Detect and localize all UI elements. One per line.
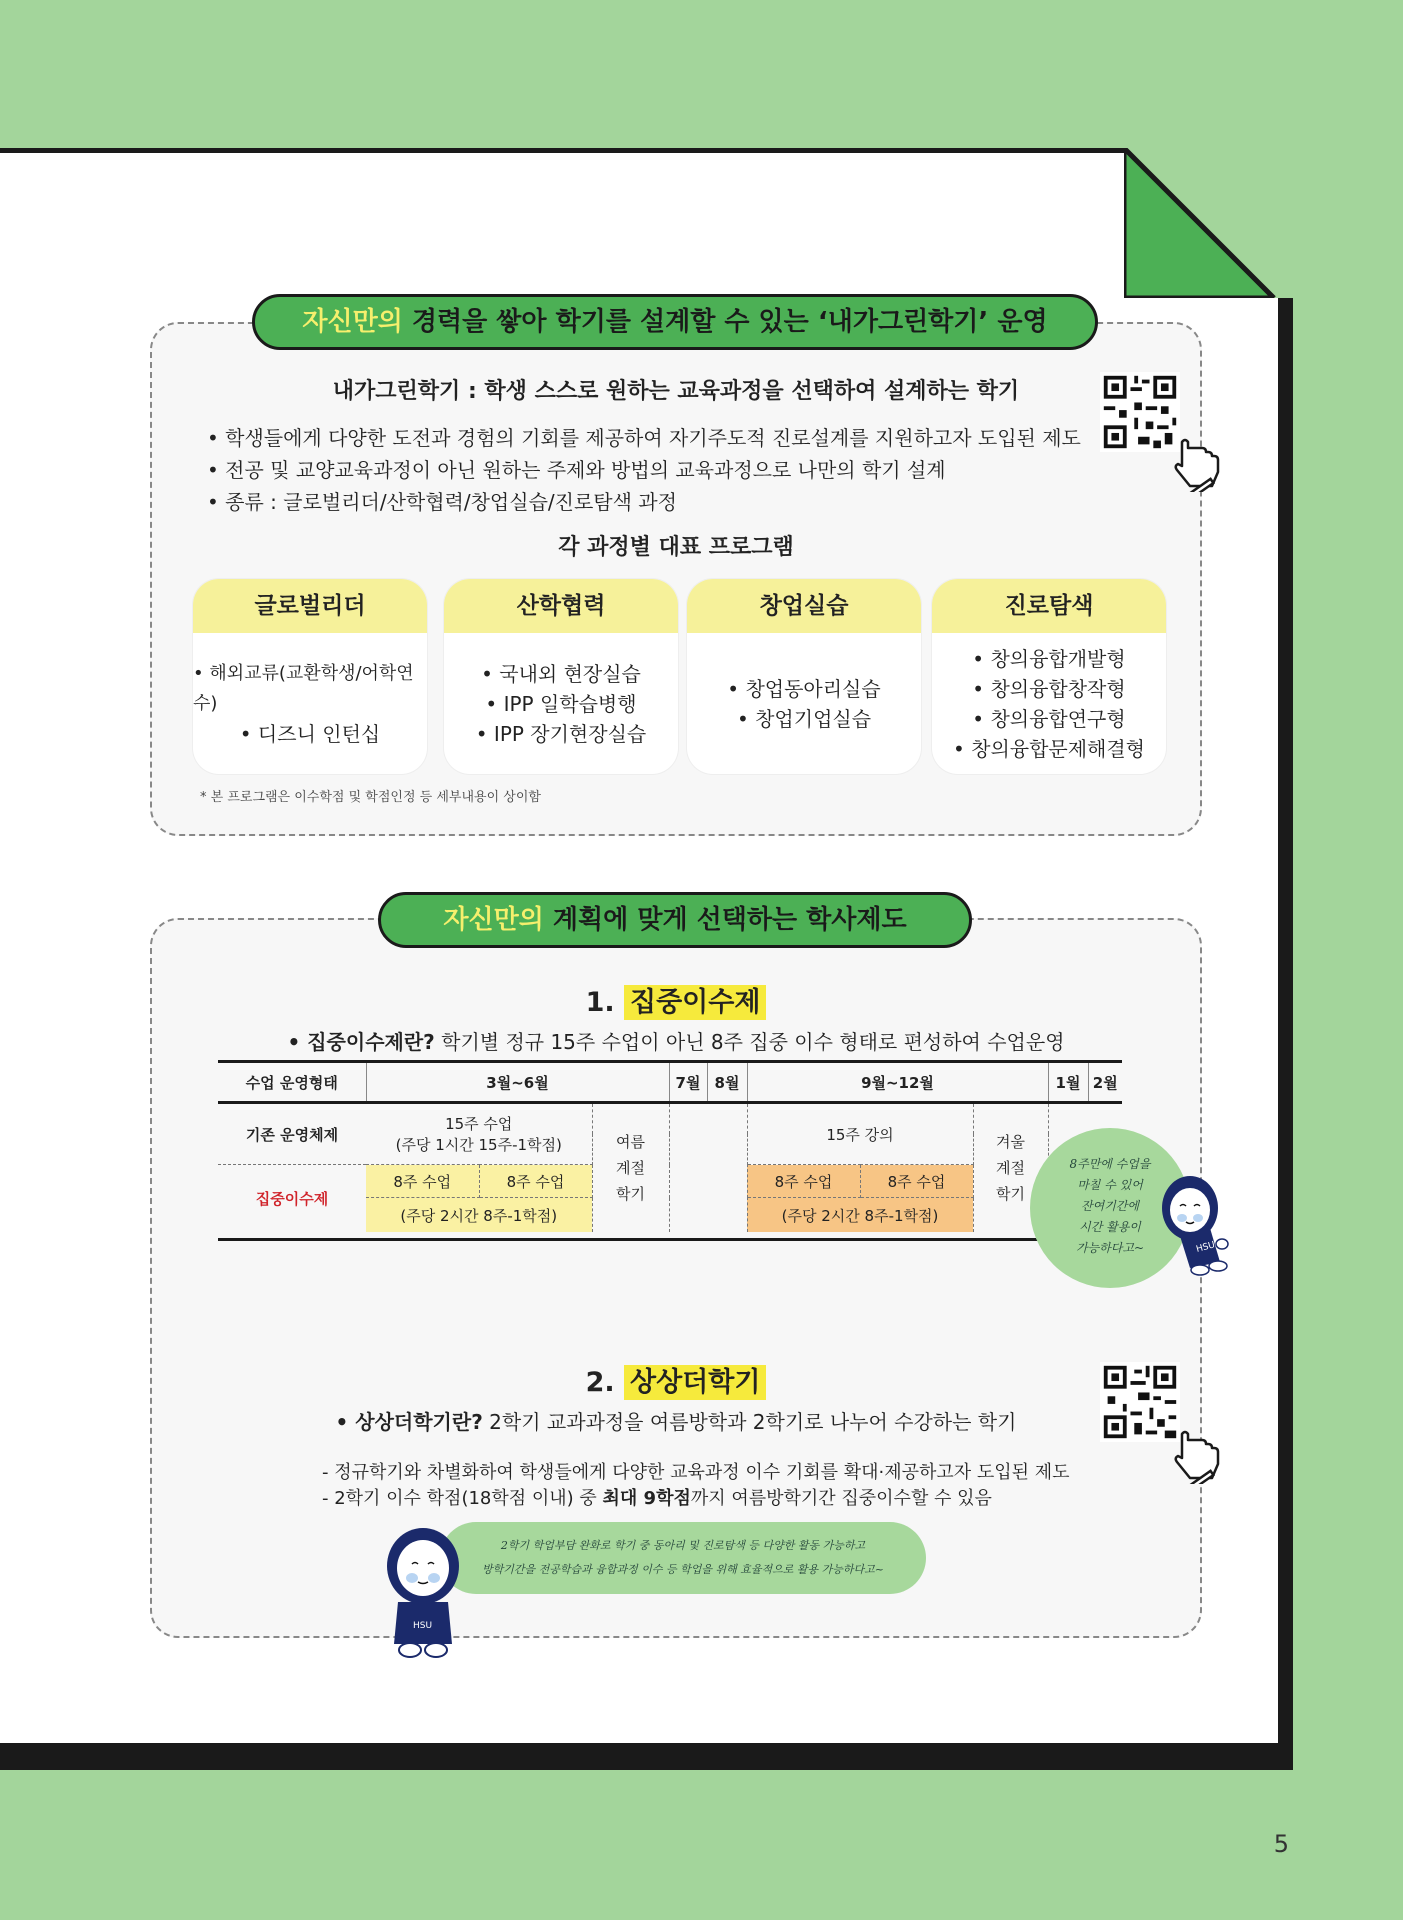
row-label: 기존 운영체제 <box>218 1103 366 1165</box>
definition-title: 내가그린학기 : 학생 스스로 원하는 교육과정을 선택하여 설계하는 학기 <box>332 379 1020 404</box>
card-item: • 창의융합창작형 <box>972 676 1126 701</box>
part2-title <box>152 1360 1200 1399</box>
card-item: • 국내외 현장실습 <box>481 661 641 686</box>
svg-text:HSU: HSU <box>413 1621 433 1631</box>
card-title: 글로벌리더 <box>193 579 427 633</box>
footnote: * 본 프로그램은 이수학점 및 학점인정 등 세부내용이 상이함 <box>200 790 541 805</box>
folded-corner-icon <box>1124 148 1294 298</box>
page-number: 5 <box>1273 1830 1289 1858</box>
bullet-item: • 학생들에게 다양한 도전과 경험의 기회를 제공하여 자기주도적 진로설계를 지원하고자 도입된 제도 <box>207 426 1081 450</box>
cell-fall-8week-b: 8주 수업 <box>860 1165 973 1198</box>
bubble-text: 8주만에 수업을 마칠 수 있어 잔여기간에 시간 활용이 가능하다고~ <box>1069 1157 1151 1255</box>
card-item: • IPP 장기현장실습 <box>475 721 647 746</box>
bubble-text: 2학기 학업부담 완화로 학기 중 동아리 및 진로탐색 등 다양한 활동 가능하고 방학기간을 전공학습과 융합과정 이수 등 학업을 위해 효율적으로 활용 가능하다고~ <box>482 1539 884 1576</box>
title-text: 계획에 맞게 선택하는 학사제도 <box>543 905 907 935</box>
section2-title-pill <box>378 892 972 948</box>
cell-august-empty <box>669 1103 747 1233</box>
qr-code-icon[interactable] <box>1100 372 1180 452</box>
card-item: • 창의융합개발형 <box>972 646 1126 671</box>
bullet-list <box>207 422 1081 518</box>
cell-fall-8week-note: (주당 2시간 8주-1학점) <box>747 1198 973 1233</box>
qr-code-icon[interactable] <box>1100 1362 1180 1442</box>
part1-definition <box>152 1026 1200 1055</box>
card-body <box>193 633 427 774</box>
card-body <box>444 633 678 774</box>
cell-8week-a: 8주 수업 <box>366 1165 479 1198</box>
card-item: • IPP 일학습병행 <box>485 691 637 716</box>
row-label-intensive: 집중이수제 <box>255 1190 329 1208</box>
program-card-startup <box>687 579 921 774</box>
pointing-hand-icon <box>1172 436 1228 492</box>
card-body <box>932 633 1166 774</box>
answer: 2학기 교과과정을 여름방학과 2학기로 나누어 수강하는 학기 <box>482 1410 1017 1434</box>
programs-title: 각 과정별 대표 프로그램 <box>558 535 794 560</box>
header-cell: 8월 <box>707 1062 747 1103</box>
winter-line: 겨울 <box>996 1133 1025 1151</box>
part2-details <box>322 1460 1070 1512</box>
card-item: • 창업동아리실습 <box>727 676 881 701</box>
program-card-global <box>193 579 427 774</box>
header-cell: 7월 <box>669 1062 707 1103</box>
card-item: • 디즈니 인턴십 <box>239 721 381 746</box>
summer-line: 학기 <box>616 1185 645 1203</box>
schedule-table <box>218 1060 1122 1241</box>
section1-title-pill <box>252 294 1098 350</box>
winter-line: 계절 <box>996 1159 1025 1177</box>
card-item: • 해외교류(교환학생/어학연수) <box>193 662 414 714</box>
card-title: 산학협력 <box>444 579 678 633</box>
cell-spring-15: 15주 수업 <box>366 1103 592 1135</box>
header-cell: 9월~12월 <box>747 1062 1048 1103</box>
detail-line: - 2학기 이수 학점(18학점 이내) 중 최대 9학점까지 여름방학기간 집중이수할 수 있음 <box>322 1488 992 1509</box>
part2-name: 상상더학기 <box>624 1365 766 1400</box>
svg-text:HSU: HSU <box>1195 1240 1217 1255</box>
cell-spring-note: (주당 1시간 15주-1학점) <box>366 1134 592 1165</box>
question: • 집중이수제란? <box>287 1030 435 1054</box>
part2-number: 2. <box>585 1367 615 1398</box>
cell-8week-b: 8주 수업 <box>479 1165 592 1198</box>
card-title: 창업실습 <box>687 579 921 633</box>
answer: 학기별 정규 15주 수업이 아닌 8주 집중 이수 형태로 편성하여 수업운영 <box>434 1030 1065 1054</box>
mascot-icon <box>1150 1166 1240 1276</box>
card-item: • 창의융합연구형 <box>972 706 1126 731</box>
card-body <box>687 633 921 774</box>
cell-fall-15: 15주 강의 <box>747 1103 973 1165</box>
detail-line: - 정규학기와 차별화하여 학생들에게 다양한 교육과정 이수 기회를 확대·제공하고자 도입된 제도 <box>322 1462 1070 1483</box>
table-bottom-rule <box>218 1232 1122 1240</box>
card-item: • 창의융합문제해결형 <box>952 736 1146 761</box>
title-highlight: 자신만의 <box>302 307 403 337</box>
title-highlight: 자신만의 <box>443 905 544 935</box>
cell-8week-note: (주당 2시간 8주-1학점) <box>366 1198 592 1233</box>
summer-line: 여름 <box>616 1133 645 1151</box>
winter-line: 학기 <box>996 1185 1025 1203</box>
bullet-item: • 종류 : 글로벌리더/산학협력/창업실습/진로탐색 과정 <box>207 490 677 514</box>
card-item: • 창업기업실습 <box>736 706 872 731</box>
question: • 상상더학기란? <box>335 1410 483 1434</box>
pointing-hand-icon <box>1172 1428 1228 1484</box>
part1-name: 집중이수제 <box>624 985 766 1020</box>
program-card-career <box>932 579 1166 774</box>
title-text: 경력을 쌓아 학기를 설계할 수 있는 ‘내가그린학기’ 운영 <box>402 307 1048 337</box>
part1-number: 1. <box>585 987 615 1018</box>
cell-fall-8week-a: 8주 수업 <box>747 1165 860 1198</box>
header-cell: 3월~6월 <box>366 1062 669 1103</box>
program-card-industry <box>444 579 678 774</box>
speech-bubble-summer <box>440 1522 926 1594</box>
cell-summer <box>592 1103 669 1233</box>
mascot-icon <box>378 1520 468 1660</box>
card-title: 진로탐색 <box>932 579 1166 633</box>
header-cell: 수업 운영형태 <box>218 1062 366 1103</box>
summer-line: 계절 <box>616 1159 645 1177</box>
header-cell: 1월 <box>1048 1062 1088 1103</box>
part2-definition <box>152 1406 1200 1435</box>
section-career-semester <box>150 322 1202 836</box>
header-cell: 2월 <box>1088 1062 1122 1103</box>
bullet-item: • 전공 및 교양교육과정이 아닌 원하는 주제와 방법의 교육과정으로 나만의 학기 설계 <box>207 458 946 482</box>
part1-title <box>152 980 1200 1019</box>
